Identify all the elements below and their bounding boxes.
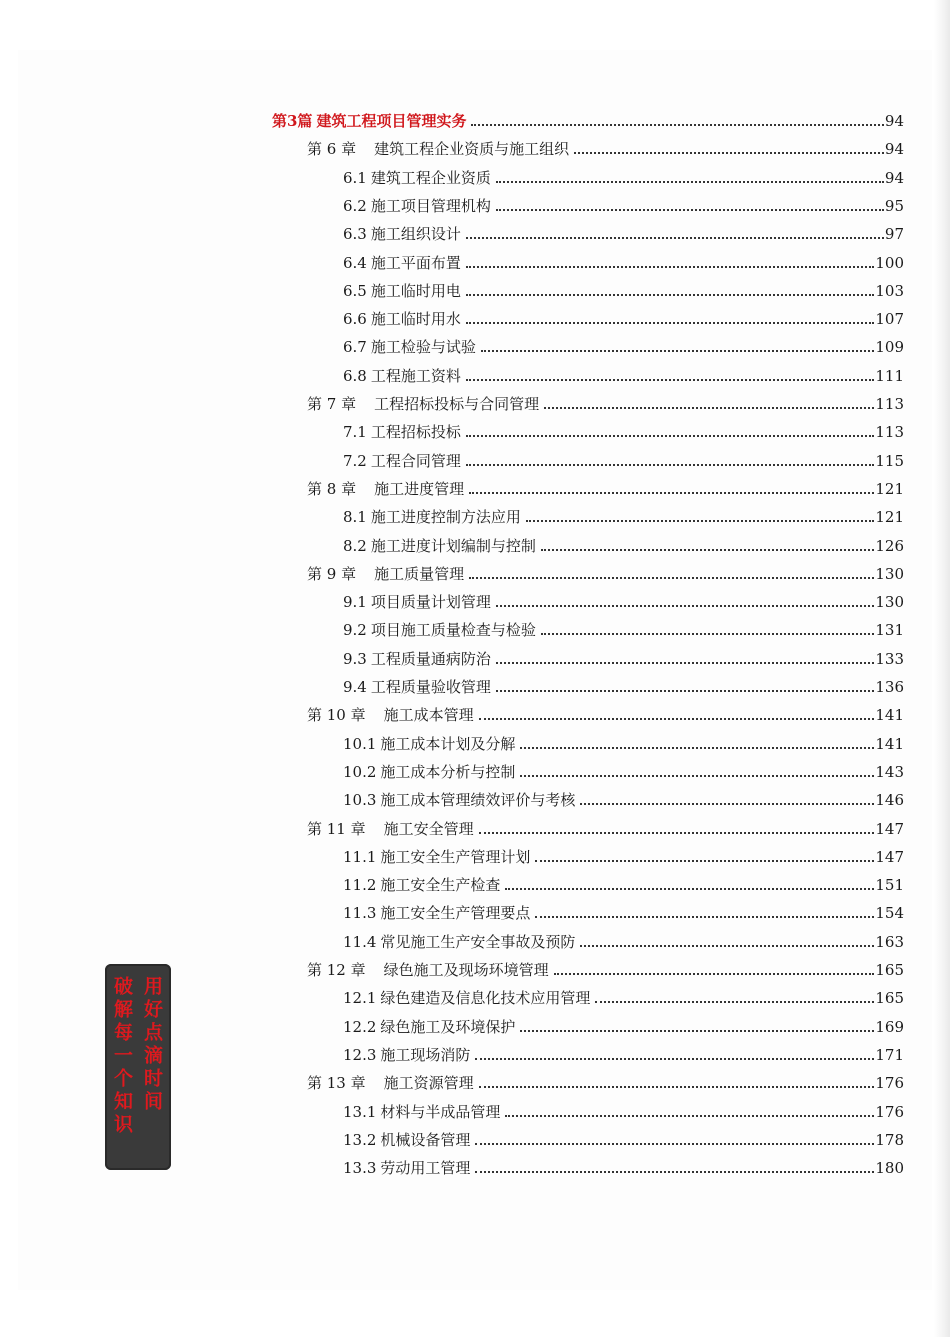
toc-section-entry: [343, 1010, 904, 1036]
toc-page-number: 121: [875, 508, 904, 527]
toc-entry-number: 第 8 章: [307, 479, 357, 498]
toc-chapter-entry: [307, 953, 904, 979]
toc-dot-leader: [475, 1058, 874, 1060]
toc-entry-number: 6.5: [343, 281, 367, 300]
toc-entry-number: 9.2: [343, 621, 367, 640]
toc-entry-number: 9.3: [343, 649, 367, 668]
toc-entry-number: 第 7 章: [307, 395, 357, 413]
toc-entry-number: 6.4: [343, 253, 367, 272]
toc-entry-number: 第 10 章: [307, 706, 366, 725]
toc-entry-title: 施工进度计划编制与控制: [370, 536, 536, 555]
toc-dot-leader: [595, 1001, 874, 1003]
toc-entry-title: 绿色施工及现场环境管理: [383, 961, 549, 979]
toc-entry-title: 施工安全生产管理计划: [380, 847, 531, 866]
toc-page-number: 109: [875, 338, 904, 357]
toc-page-number: 133: [875, 649, 904, 668]
toc-entry-title: 施工安全生产管理要点: [380, 904, 531, 923]
toc-page-number: 130: [875, 564, 904, 583]
toc-entry-number: 11.1: [343, 847, 377, 866]
toc-section-entry: [343, 868, 904, 894]
toc-section-entry: [343, 302, 904, 328]
toc-entry-title: 项目质量计划管理: [370, 593, 491, 612]
toc-entry-title: 施工成本计划及分解: [380, 734, 516, 753]
toc-entry-title: 项目施工质量检查与检验: [370, 621, 536, 640]
toc-dot-leader: [479, 832, 875, 834]
toc-entry-title: 绿色施工及环境保护: [380, 1017, 516, 1036]
toc-section-entry: [343, 755, 904, 781]
toc-entry-number: 12.2: [343, 1017, 377, 1036]
slogan-line-2: 破解每一个知识: [111, 976, 133, 1137]
toc-page-number: 95: [884, 196, 904, 215]
toc-chapter-entry: [307, 1066, 904, 1092]
toc-entry-number: 9.4: [343, 678, 367, 696]
toc-page-number: 131: [875, 621, 904, 640]
toc-entry-title: 施工检验与试验: [370, 338, 476, 357]
toc-page-number: 165: [875, 961, 904, 979]
toc-entry-title: 施工项目管理机构: [370, 196, 491, 215]
toc-page-number: 141: [875, 706, 904, 725]
toc-page-number: 141: [875, 734, 904, 753]
toc-entry-number: 第 11 章: [307, 819, 366, 838]
slogan-sidebar: [105, 964, 171, 1170]
toc-page-number: 100: [875, 253, 904, 272]
page-edge-shadow: [934, 0, 950, 1337]
toc-entry-title: 施工安全生产检查: [380, 876, 501, 895]
toc-entry-number: 第 12 章: [307, 961, 366, 979]
toc-page-number: 151: [875, 876, 904, 895]
toc-page-number: 154: [875, 904, 904, 923]
toc-dot-leader: [479, 718, 875, 720]
toc-entry-number: 13.3: [343, 1159, 377, 1178]
toc-dot-leader: [541, 549, 874, 551]
toc-entry-title: 施工安全管理: [383, 819, 474, 838]
toc-chapter-entry: [307, 387, 904, 413]
toc-dot-leader: [526, 520, 874, 522]
toc-entry-number: 11.4: [343, 932, 377, 951]
toc-dot-leader: [535, 916, 874, 918]
toc-dot-leader: [466, 379, 874, 381]
toc-entry-number: 6.7: [343, 338, 367, 357]
toc-entry-title: 建筑工程企业资质: [370, 168, 491, 187]
toc-section-entry: [343, 896, 904, 922]
toc-page-number: 178: [875, 1130, 904, 1149]
toc-page-number: 169: [875, 1017, 904, 1036]
toc-chapter-entry: [307, 812, 904, 838]
toc-entry-number: 10.3: [343, 791, 377, 810]
toc-entry-title: 施工进度控制方法应用: [370, 508, 521, 527]
toc-entry-title: 建筑工程项目管理实务: [316, 112, 467, 130]
toc-section-entry: [343, 585, 904, 611]
toc-page-number: 94: [884, 168, 904, 187]
toc-chapter-entry: [307, 698, 904, 724]
toc-page-number: 143: [875, 762, 904, 781]
toc-entry-number: 12.3: [343, 1045, 377, 1064]
toc-dot-leader: [496, 209, 884, 211]
toc-dot-leader: [481, 350, 874, 352]
toc-dot-leader: [541, 633, 874, 635]
toc-section-entry: [343, 1123, 904, 1149]
toc-entry-number: 6.6: [343, 310, 367, 329]
toc-entry-title: 工程招标投标与合同管理: [374, 395, 540, 413]
toc-page-number: 121: [875, 479, 904, 498]
toc-page-number: 147: [875, 819, 904, 838]
toc-section-entry: [343, 274, 904, 300]
toc-dot-leader: [496, 662, 874, 664]
toc-section-entry: [343, 359, 904, 385]
toc-entry-number: 6.8: [343, 366, 367, 385]
toc-section-entry: [343, 925, 904, 951]
toc-page-number: 94: [884, 112, 904, 130]
toc-page-number: 103: [875, 281, 904, 300]
toc-dot-leader: [466, 237, 884, 239]
toc-section-entry: [343, 415, 904, 441]
toc-dot-leader: [475, 1171, 874, 1173]
toc-dot-leader: [466, 435, 874, 437]
toc-page-number: 113: [875, 423, 904, 442]
toc-chapter-entry: [307, 132, 904, 158]
toc-dot-leader: [520, 747, 874, 749]
toc-page-number: 107: [875, 310, 904, 329]
toc-entry-title: 绿色建造及信息化技术应用管理: [380, 989, 591, 1008]
toc-page-number: 94: [884, 140, 904, 159]
toc-dot-leader: [505, 888, 874, 890]
toc-section-entry: [343, 840, 904, 866]
toc-dot-leader: [574, 152, 884, 154]
toc-entry-title: 施工组织设计: [370, 225, 461, 244]
toc-dot-leader: [466, 322, 874, 324]
toc-section-entry: [343, 161, 904, 187]
toc-entry-number: 8.1: [343, 508, 367, 527]
toc-entry-title: 施工成本管理绩效评价与考核: [380, 791, 576, 810]
toc-dot-leader: [466, 294, 874, 296]
toc-entry-number: 7.2: [343, 451, 367, 470]
toc-entry-number: 6.2: [343, 196, 367, 215]
toc-entry-title: 施工资源管理: [383, 1074, 474, 1093]
toc-page-number: 97: [884, 225, 904, 244]
toc-page-number: 130: [875, 593, 904, 612]
toc-dot-leader: [580, 803, 874, 805]
toc-entry-title: 施工成本分析与控制: [380, 762, 516, 781]
toc-entry-number: 6.3: [343, 225, 367, 244]
toc-page-number: 126: [875, 536, 904, 555]
toc-page-number: 171: [875, 1045, 904, 1064]
toc-entry-number: 6.1: [343, 168, 367, 187]
toc-entry-title: 材料与半成品管理: [380, 1102, 501, 1121]
toc-page-number: 180: [875, 1159, 904, 1178]
toc-section-entry: [343, 642, 904, 668]
toc-entry-number: 10.2: [343, 762, 377, 781]
toc-section-entry: [343, 330, 904, 356]
toc-entry-number: 7.1: [343, 423, 367, 442]
toc-dot-leader: [496, 181, 884, 183]
toc-entry-title: 施工临时用水: [370, 310, 461, 329]
toc-entry-number: 13.1: [343, 1102, 377, 1121]
toc-dot-leader: [505, 1115, 874, 1117]
toc-entry-number: 11.2: [343, 876, 377, 895]
toc-dot-leader: [466, 266, 874, 268]
toc-dot-leader: [496, 690, 874, 692]
toc-dot-leader: [469, 577, 874, 579]
toc-entry-number: 13.2: [343, 1130, 377, 1149]
toc-entry-title: 施工进度管理: [374, 479, 465, 498]
toc-entry-title: 常见施工生产安全事故及预防: [380, 932, 576, 951]
toc-chapter-entry: [307, 472, 904, 498]
toc-entry-title: 建筑工程企业资质与施工组织: [374, 140, 570, 159]
toc-dot-leader: [520, 775, 874, 777]
toc-entry-number: 第3篇: [272, 112, 313, 130]
toc-section-entry: [343, 613, 904, 639]
toc-page-number: 136: [875, 678, 904, 696]
toc-entry-number: 第 9 章: [307, 564, 357, 583]
toc-section-entry: [343, 981, 904, 1007]
toc-section-entry: [343, 189, 904, 215]
toc-dot-leader: [466, 464, 874, 466]
toc-entry-number: 10.1: [343, 734, 377, 753]
toc-entry-title: 施工成本管理: [383, 706, 474, 725]
toc-page-number: 163: [875, 932, 904, 951]
toc-entry-number: 9.1: [343, 593, 367, 612]
toc-section-entry: [343, 217, 904, 243]
toc-entry-title: 工程质量验收管理: [370, 678, 491, 696]
toc-entry-title: 施工临时用电: [370, 281, 461, 300]
toc-section-entry: [343, 500, 904, 526]
toc-dot-leader: [580, 945, 874, 947]
toc-entry-title: 工程招标投标: [370, 423, 461, 442]
toc-page-number: 111: [875, 366, 904, 385]
toc-dot-leader: [535, 860, 874, 862]
toc-entry-number: 8.2: [343, 536, 367, 555]
toc-section-entry: [343, 727, 904, 753]
toc-entry-number: 11.3: [343, 904, 377, 923]
toc-page-number: 113: [875, 395, 904, 413]
toc-dot-leader: [520, 1030, 874, 1032]
toc-chapter-entry: [307, 557, 904, 583]
toc-page-number: 176: [875, 1102, 904, 1121]
toc-section-entry: [343, 1038, 904, 1064]
toc-entry-title: 机械设备管理: [380, 1130, 471, 1149]
toc-dot-leader: [471, 124, 883, 126]
toc-entry-title: 施工平面布置: [370, 253, 461, 272]
toc-entry-number: 第 13 章: [307, 1074, 366, 1093]
toc-entry-title: 劳动用工管理: [380, 1159, 471, 1178]
toc-section-entry: [343, 1095, 904, 1121]
toc-page-number: 165: [875, 989, 904, 1008]
toc-dot-leader: [479, 1086, 875, 1088]
toc-section-entry: [343, 529, 904, 555]
toc-part-entry: [272, 104, 904, 130]
toc-entry-number: 第 6 章: [307, 140, 357, 159]
toc-dot-leader: [469, 492, 874, 494]
toc-entry-title: 施工质量管理: [374, 564, 465, 583]
toc-dot-leader: [544, 407, 874, 409]
toc-dot-leader: [554, 973, 875, 975]
toc-page-number: 176: [875, 1074, 904, 1093]
toc-entry-number: 12.1: [343, 989, 377, 1008]
toc-page-number: 146: [875, 791, 904, 810]
toc-entry-title: 施工现场消防: [380, 1045, 471, 1064]
slogan-line-1: 用好点滴时间: [141, 976, 163, 1114]
toc-section-entry: [343, 1151, 904, 1177]
toc-page-number: 147: [875, 847, 904, 866]
toc-section-entry: [343, 670, 904, 696]
toc-page-number: 115: [875, 451, 904, 470]
toc-section-entry: [343, 444, 904, 470]
toc-dot-leader: [496, 605, 874, 607]
toc-entry-title: 工程合同管理: [370, 451, 461, 470]
toc-section-entry: [343, 246, 904, 272]
toc-section-entry: [343, 783, 904, 809]
toc-entry-title: 工程质量通病防治: [370, 649, 491, 668]
toc-entry-title: 工程施工资料: [370, 366, 461, 385]
toc-dot-leader: [475, 1143, 874, 1145]
